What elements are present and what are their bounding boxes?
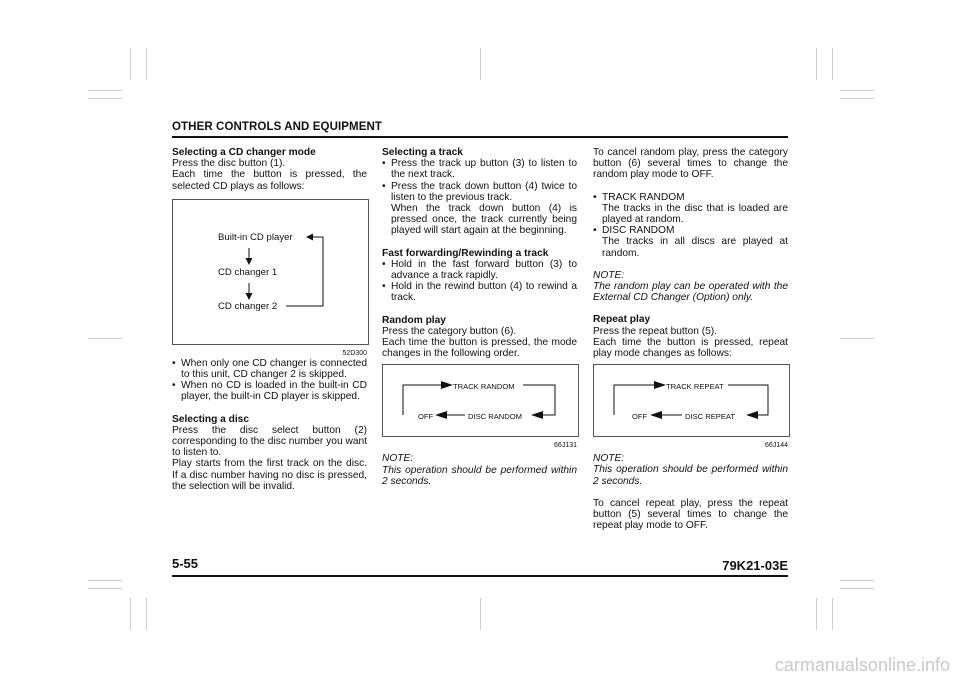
list-item — [593, 225, 788, 259]
crop-mark — [840, 90, 874, 91]
cd-changer-diagram — [172, 199, 369, 345]
crop-mark — [146, 598, 147, 630]
crop-mark — [88, 98, 122, 99]
crop-mark — [88, 580, 122, 581]
paragraph: Play starts from the first track on the disc. If a disc number having no disc is pressed, the selection will be invalid. — [172, 458, 367, 492]
repeat-mode-diagram — [593, 364, 790, 437]
paragraph: To cancel repeat play, press the repeat button (5) several times to change the repeat play mode to OFF. — [593, 497, 788, 532]
crop-mark — [840, 580, 874, 581]
crop-mark — [146, 48, 147, 80]
footer-rule — [172, 575, 788, 577]
figure-code: 66J144 — [765, 442, 788, 450]
crop-mark — [832, 598, 833, 630]
paragraph: Each time the button is pressed, the selected CD plays as follows: — [172, 169, 367, 192]
list-item-title: TRACK RANDOM — [602, 191, 685, 203]
column-3 — [593, 147, 788, 531]
crop-mark — [832, 48, 833, 80]
diagram-label: TRACK RANDOM — [453, 382, 515, 392]
diagram-label: DISC RANDOM — [468, 412, 523, 422]
list-item: • Hold in the rewind button (4) to rewind a track. — [382, 281, 577, 303]
crop-mark — [130, 48, 131, 80]
diagram-label: OFF — [418, 412, 434, 422]
column-1 — [172, 147, 367, 492]
crop-mark — [480, 48, 481, 80]
crop-mark — [816, 48, 817, 80]
note-label: NOTE: — [382, 453, 414, 465]
paragraph: Press the disc button (1). — [172, 158, 286, 170]
crop-mark — [130, 598, 131, 630]
list-item — [593, 192, 788, 226]
list-item: • When only one CD changer is connected to this unit, CD changer 2 is skipped. — [172, 358, 367, 380]
crop-mark — [840, 98, 874, 99]
heading-random-play: Random play — [382, 314, 446, 326]
note-text: This operation should be performed within 2 seconds. — [382, 464, 577, 487]
cycle-arrows — [594, 365, 789, 436]
heading-selecting-disc: Selecting a disc — [172, 413, 250, 425]
paragraph: To cancel random play, press the category button (6) several times to change the random play mode to OFF. — [593, 147, 788, 181]
crop-mark — [88, 588, 122, 589]
figure-code: 66J131 — [554, 442, 577, 450]
diagram-label: CD changer 2 — [218, 300, 278, 312]
list-item: • When no CD is loaded in the built-in CD player, the built-in CD player is skipped. — [172, 380, 367, 402]
list-item-text: The tracks in the disc that is loaded are played at random. — [602, 202, 788, 226]
paragraph: Press the disc select button (2) corresponding to the disc number you want to listen to. — [172, 424, 367, 459]
list-item-title: DISC RANDOM — [602, 225, 675, 237]
paragraph: Each time the button is pressed, repeat play mode changes as follows: — [593, 336, 788, 360]
heading-selecting-track: Selecting a track — [382, 147, 463, 158]
list-item: • Hold in the fast forward button (3) to advance a track rapidly. — [382, 259, 577, 281]
crop-mark — [840, 588, 874, 589]
page-number: 5-55 — [172, 556, 199, 571]
watermark: carmanualsonline.info — [774, 655, 950, 675]
crop-mark — [840, 338, 874, 339]
diagram-label: OFF — [632, 412, 648, 422]
crop-mark — [88, 90, 122, 91]
list-item-text: The tracks in all discs are played at random. — [602, 236, 788, 259]
list-item: • Press the track down button (4) twice to listen to the previous track. — [382, 181, 577, 203]
diagram-label: TRACK REPEAT — [666, 382, 724, 392]
diagram-label: CD changer 1 — [218, 266, 278, 278]
heading-repeat-play: Repeat play — [593, 314, 651, 326]
section-title: OTHER CONTROLS AND EQUIPMENT — [172, 121, 383, 133]
note-text: This operation should be performed within 2 seconds. — [593, 464, 788, 487]
header-rule — [172, 136, 788, 138]
paragraph: Press the repeat button (5). — [593, 325, 718, 337]
paragraph: When the track down button (4) is pressed once, the track currently being played will start again at the beginning. — [391, 203, 577, 237]
column-2 — [382, 147, 577, 487]
crop-mark — [816, 598, 817, 630]
paragraph: Press the category button (6). — [382, 325, 517, 337]
random-mode-diagram — [382, 364, 579, 437]
note-text: The random play can be operated with the External CD Changer (Option) only. — [593, 281, 788, 304]
figure-code: 52D300 — [342, 349, 367, 357]
crop-mark — [88, 338, 122, 339]
cycle-arrows — [383, 365, 578, 436]
heading-cd-changer-mode: Selecting a CD changer mode — [172, 147, 316, 158]
crop-mark — [480, 598, 481, 630]
document-code: 79K21-03E — [722, 558, 788, 573]
list-item: • Press the track up button (3) to listen to the next track. — [382, 158, 577, 180]
paragraph: Each time the button is pressed, the mode changes in the following order. — [382, 337, 577, 360]
note-label: NOTE: — [593, 269, 625, 281]
heading-fast-forward: Fast forwarding/Rewinding a track — [382, 247, 549, 259]
diagram-label: Built-in CD player — [218, 231, 293, 243]
note-label: NOTE: — [593, 453, 625, 465]
diagram-label: DISC REPEAT — [685, 412, 736, 422]
